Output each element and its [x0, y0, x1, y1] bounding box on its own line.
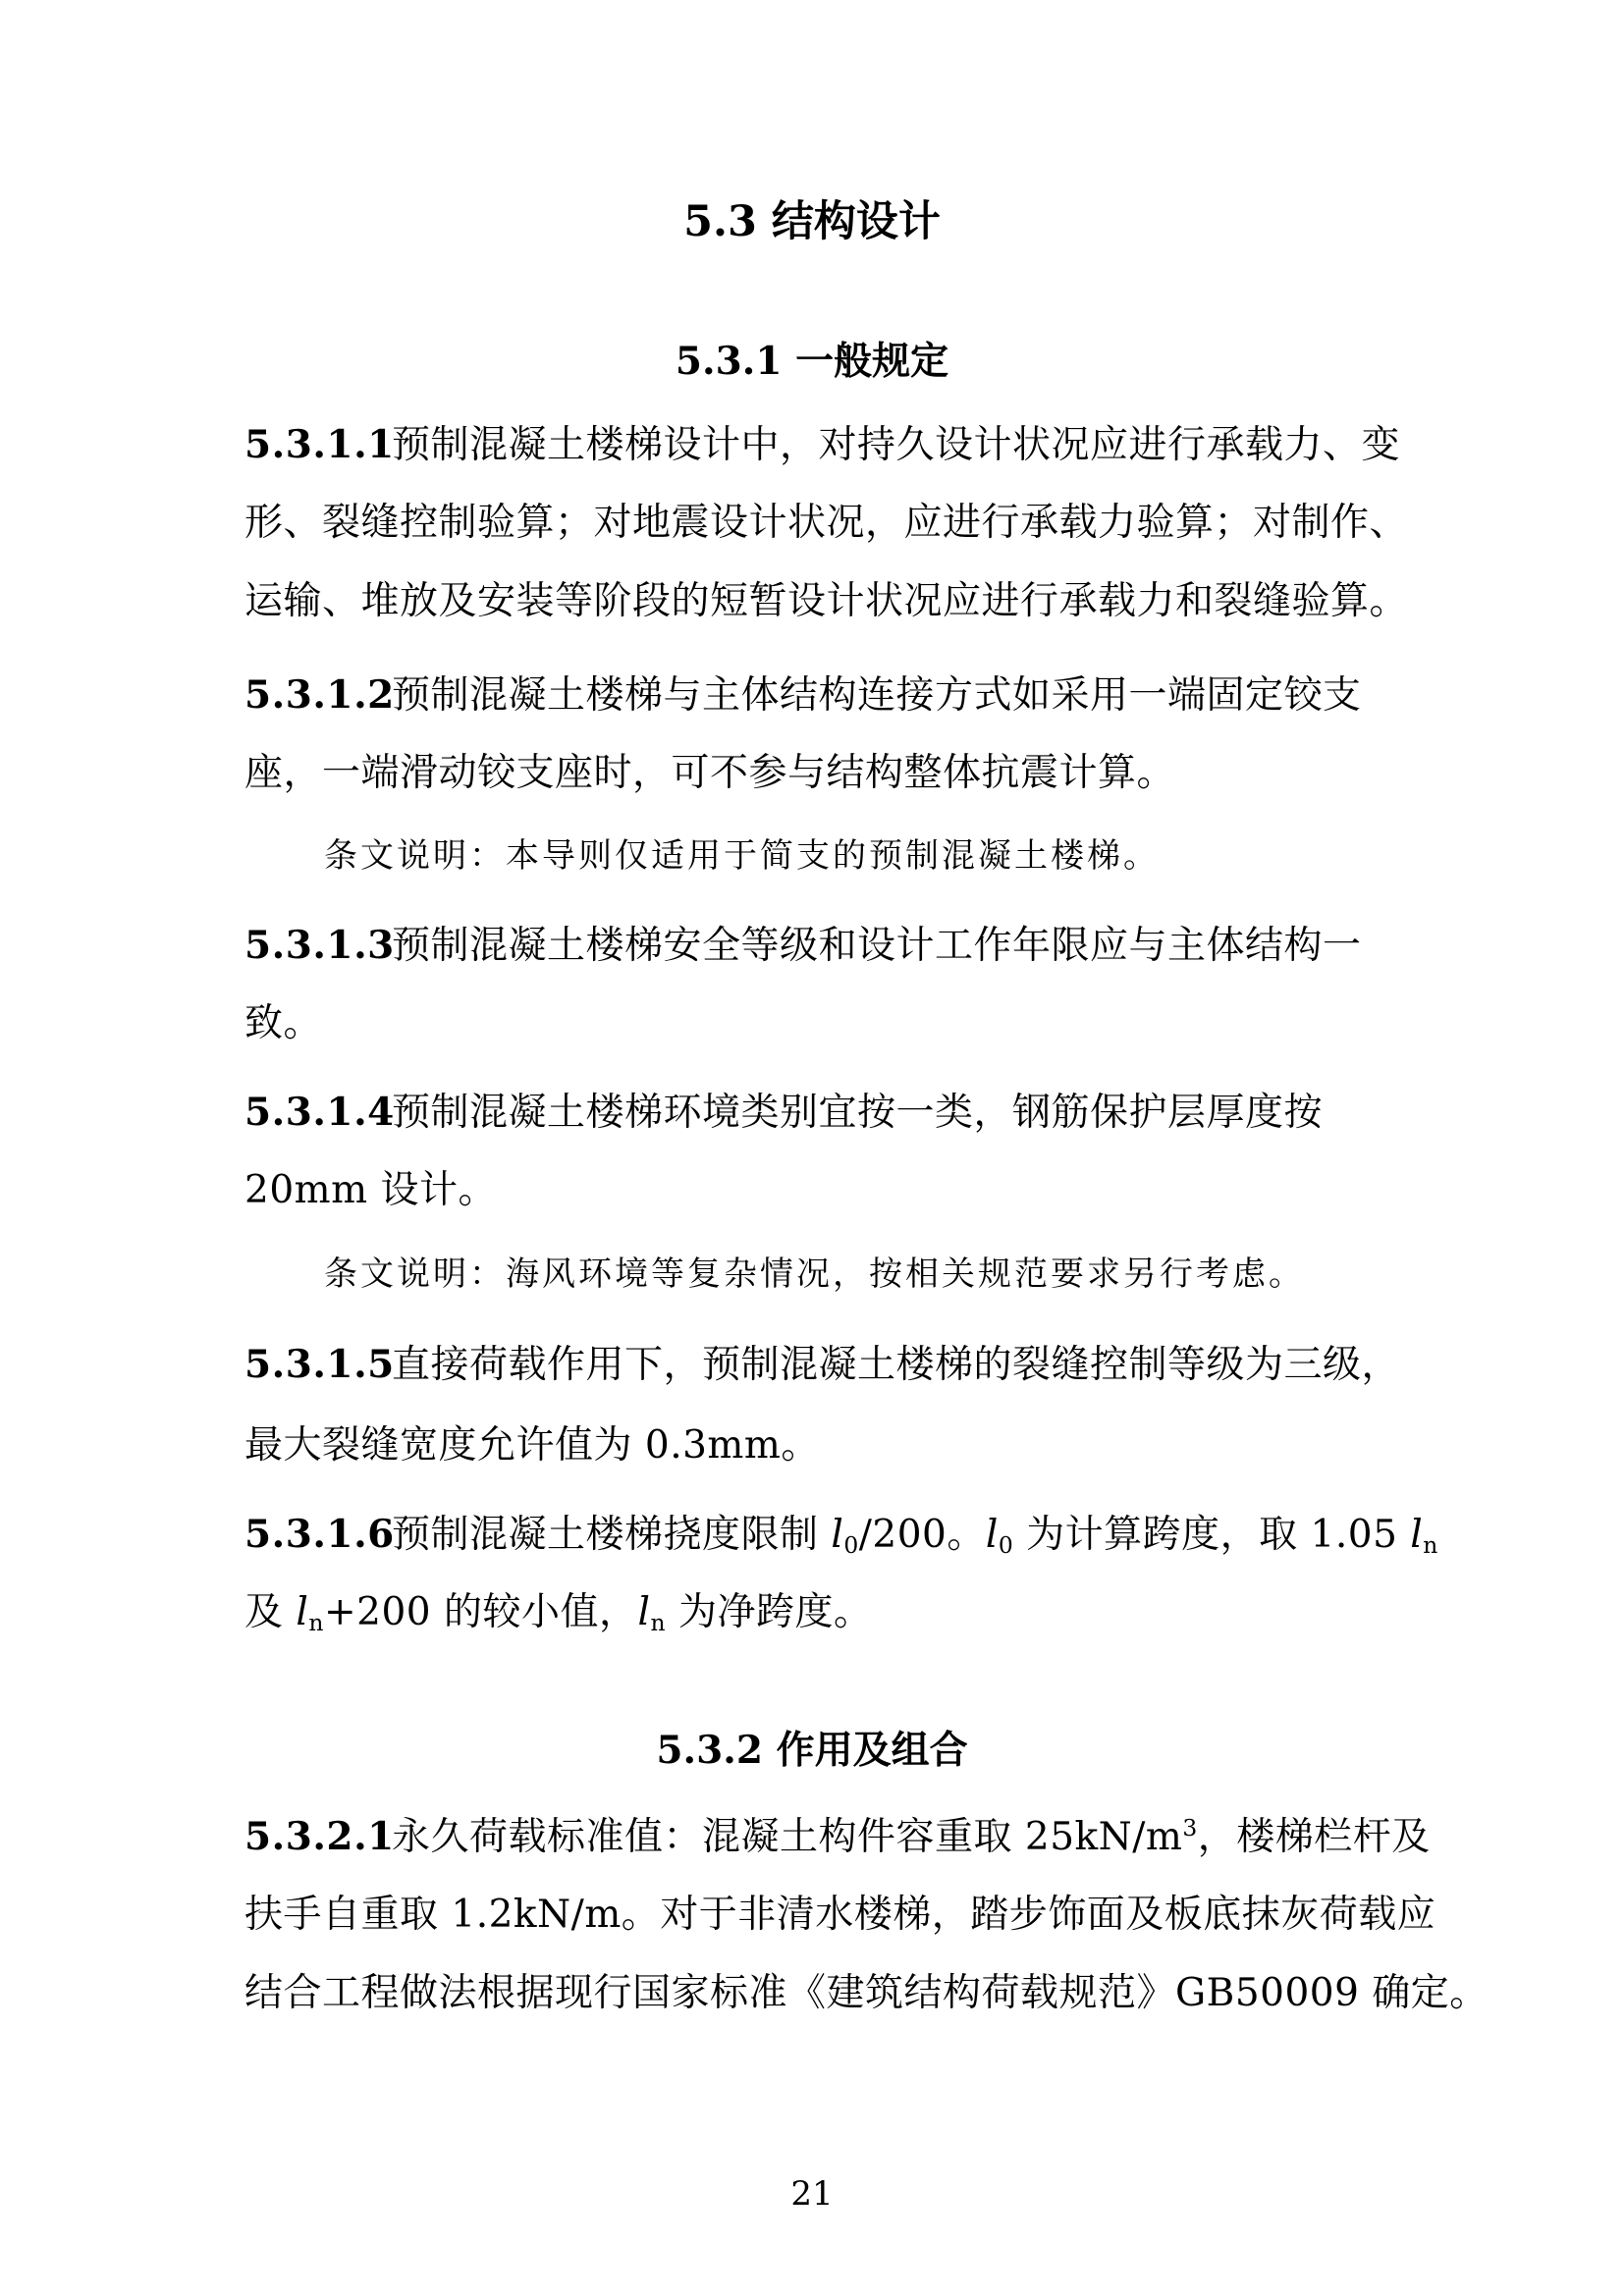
clause-line: 运输、堆放及安装等阶段的短暂设计状况应进行承载力和裂缝验算。: [244, 579, 1409, 623]
clause-line: [244, 918, 1383, 974]
clause-number: 5.3.1.6: [244, 1512, 395, 1557]
clause-text: 直接荷载作用下，预制混凝土楼梯的裂缝控制等级为三级，: [392, 1343, 1401, 1387]
symbol-l: l: [831, 1513, 844, 1557]
subsection-title: 5.3.1 一般规定: [675, 339, 949, 384]
section-title: 5.3 结构设计: [683, 197, 941, 246]
clause-number: 5.3.1.5: [244, 1342, 395, 1387]
clause-line: 致。: [244, 1001, 323, 1045]
clause-number: 5.3.1.2: [244, 672, 395, 718]
clause-text: 永久荷载标准值：混凝土构件容重取 25kN/m: [392, 1815, 1183, 1859]
symbol-l: l: [637, 1590, 651, 1634]
clause-text: 预制混凝土楼梯安全等级和设计工作年限应与主体结构一: [392, 924, 1362, 968]
clause-line: [244, 667, 1383, 723]
symbol-l: l: [1410, 1513, 1424, 1557]
clause-note: 条文说明：海风环境等复杂情况，按相关规范要求另行考虑。: [324, 1255, 1305, 1294]
clause-line: 形、裂缝控制验算；对地震设计状况，应进行承载力验算；对制作、: [244, 501, 1409, 545]
clause-number: 5.3.1.4: [244, 1090, 395, 1135]
clause-number: 5.3.2.1: [244, 1814, 395, 1859]
subscript: n: [308, 1608, 324, 1636]
clause-line: [244, 417, 1401, 473]
subscript: n: [1423, 1530, 1438, 1559]
superscript: 3: [1182, 1813, 1198, 1842]
clause-number: 5.3.1.3: [244, 923, 395, 968]
clause-line: 扶手自重取 1.2kN/m。对于非清水楼梯，踏步饰面及板底抹灰荷载应: [244, 1893, 1436, 1937]
clause-line: [244, 1585, 1383, 1640]
clause-text: 预制混凝土楼梯环境类别宜按一类，钢筋保护层厚度按: [392, 1091, 1324, 1135]
clause-text: 预制混凝土楼梯与主体结构连接方式如采用一端固定铰支: [392, 673, 1362, 718]
clause-text: /200。: [858, 1513, 986, 1557]
clause-text: 预制混凝土楼梯挠度限制: [392, 1513, 832, 1557]
clause-line: 20mm 设计。: [244, 1168, 497, 1212]
clause-text: +200 的较小值，: [323, 1590, 638, 1634]
clause-text: 为计算跨度，取 1.05: [1026, 1513, 1411, 1557]
subsection-title: 5.3.2 作用及组合: [656, 1728, 968, 1773]
subscript: 0: [843, 1530, 859, 1559]
subscript: n: [650, 1608, 667, 1636]
clause-text: 及: [244, 1590, 297, 1634]
clause-line: [244, 1337, 1401, 1393]
clause-line: 最大裂缝宽度允许值为 0.3mm。: [244, 1423, 820, 1468]
symbol-l: l: [296, 1590, 309, 1634]
page-number: 21: [790, 2174, 834, 2214]
clause-number: 5.3.1.1: [244, 422, 395, 467]
clause-line: 座，一端滑动铰支座时，可不参与结构整体抗震计算。: [244, 751, 1176, 795]
clause-text: 预制混凝土楼梯设计中，对持久设计状况应进行承载力、变: [392, 423, 1401, 467]
clause-line: [244, 1809, 1431, 1865]
symbol-l: l: [985, 1513, 999, 1557]
clause-line: 结合工程做法根据现行国家标准《建筑结构荷载规范》GB50009 确定。: [244, 1971, 1489, 2015]
clause-line: [244, 1085, 1383, 1141]
clause-text: ，楼梯栏杆及: [1197, 1815, 1431, 1859]
clause-text: 为净跨度。: [677, 1590, 873, 1634]
subscript: 0: [998, 1530, 1014, 1559]
clause-note: 条文说明：本导则仅适用于简支的预制混凝土楼梯。: [324, 836, 1160, 876]
clause-line: [244, 1507, 1438, 1563]
